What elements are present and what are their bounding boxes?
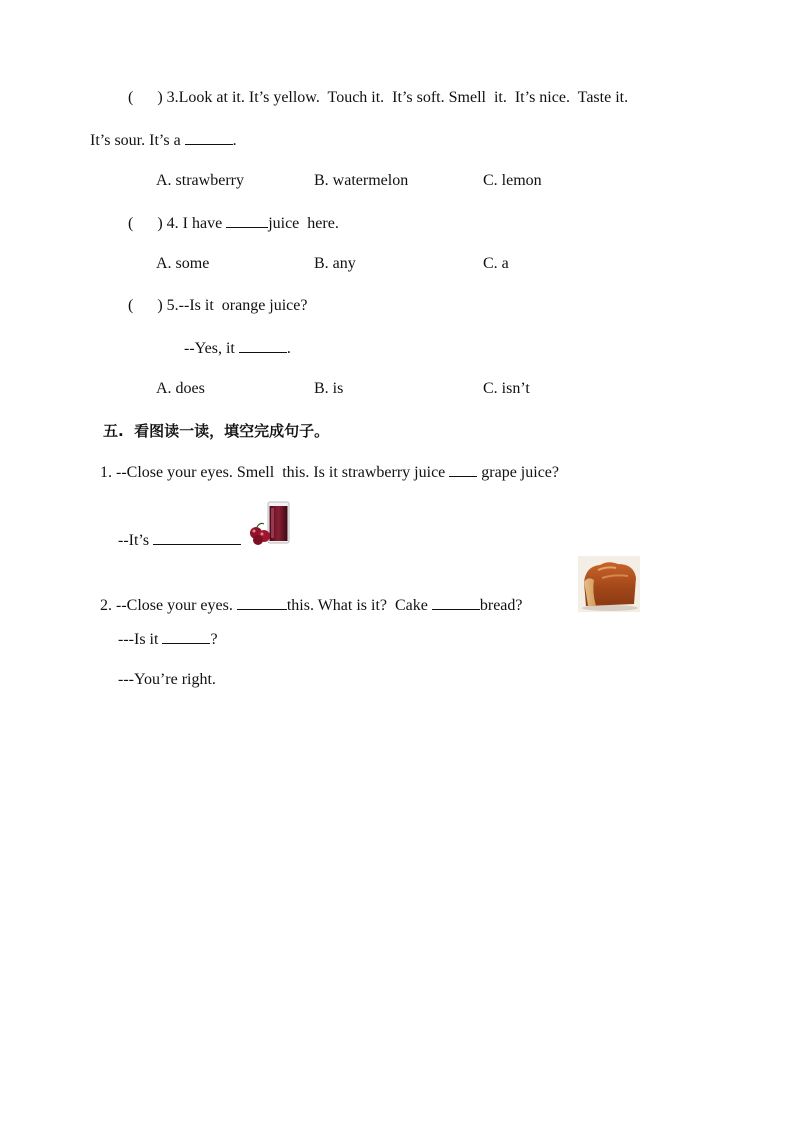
q4-option-a: A. some: [156, 255, 210, 272]
answer-paren: ( ): [128, 215, 163, 232]
q5-line: [128, 296, 307, 316]
q4-text: 4. I have: [166, 215, 227, 232]
bread-image: [578, 556, 640, 612]
q5-answer: [184, 338, 291, 359]
q3-option-c: C. lemon: [483, 172, 542, 189]
q4-line: [128, 213, 339, 234]
answer-paren: ( ): [128, 297, 163, 314]
pic-q2-question-text: ---Is it: [118, 631, 163, 648]
fill-blank[interactable]: [185, 130, 233, 145]
q5-option-b: B. is: [314, 380, 344, 397]
pic-q1-text: 1. --Close your eyes. Smell this. Is it strawberry juice: [100, 464, 450, 481]
q3-line2: [90, 130, 237, 151]
pic-q2-text: 2. --Close your eyes.: [100, 597, 237, 614]
fill-blank[interactable]: [153, 530, 241, 545]
pic-q2-text-end: bread?: [479, 597, 523, 614]
q5-text: 5.--Is it orange juice?: [166, 297, 308, 314]
q5-answer-text: --Yes, it: [184, 340, 239, 357]
fill-blank[interactable]: [449, 462, 477, 477]
q4-option-c: C. a: [483, 255, 509, 272]
q5-option-c: C. isn’t: [483, 380, 530, 397]
q4-text-end: juice here.: [268, 215, 339, 232]
fill-blank[interactable]: [226, 213, 268, 228]
q3-option-b: B. watermelon: [314, 172, 409, 189]
section-title: 五. 看图读一读，填空完成句子。: [103, 422, 330, 440]
q3-period: .: [232, 132, 237, 149]
grape-juice-image: [248, 500, 292, 546]
pic-q2-question-mark: ?: [210, 631, 218, 648]
q5-period: .: [286, 340, 291, 357]
answer-paren: ( ): [128, 89, 163, 106]
pic-q2-text-mid: this. What is it? Cake: [286, 597, 432, 614]
fill-blank[interactable]: [237, 595, 287, 610]
pic-q1-text-end: grape juice?: [477, 464, 559, 481]
fill-blank[interactable]: [432, 595, 480, 610]
pic-q1-answer-text: --It’s: [118, 532, 154, 549]
fill-blank[interactable]: [239, 338, 287, 353]
pic-q2-reply: ---You’re right.: [118, 671, 216, 688]
q5-option-a: A. does: [156, 380, 205, 397]
q3-text-cont: It’s sour. It’s a: [90, 132, 185, 149]
pic-q2-line: [100, 595, 523, 616]
pic-q1-answer: [118, 530, 241, 551]
pic-q1-line: [100, 462, 559, 483]
q3-line1: [128, 88, 628, 108]
q4-option-b: B. any: [314, 255, 356, 272]
pic-q2-question: [118, 629, 218, 650]
q3-text: 3.Look at it. It’s yellow. Touch it. It’s soft. Smell it. It’s nice. Taste it.: [166, 89, 629, 106]
q3-option-a: A. strawberry: [156, 172, 244, 189]
fill-blank[interactable]: [162, 629, 210, 644]
